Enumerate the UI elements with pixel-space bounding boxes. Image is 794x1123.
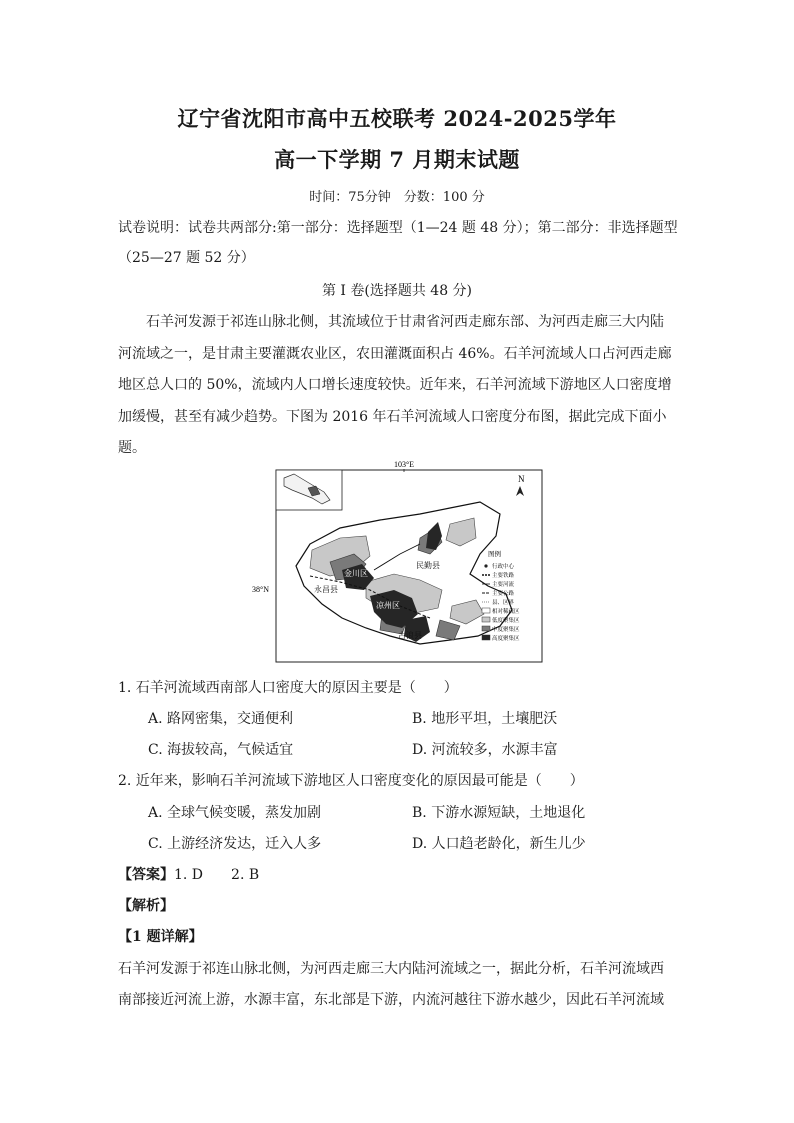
page-subtitle: 高一下学期 7 月期末试题	[274, 147, 520, 172]
legend-item: 主要铁路	[492, 573, 515, 579]
question-1-stem: 1. 石羊河流域西南部人口密度大的原因主要是（ ）	[118, 680, 458, 696]
place-label: 凉州区	[376, 601, 400, 610]
analysis-label: 【解析】	[118, 898, 174, 914]
detail-text-line: 南部接近河流上游，水源丰富，东北部是下游，内流河越往下游水越少，因此石羊河流域	[118, 992, 664, 1008]
longitude-label: 103°E	[393, 460, 415, 469]
detail-label: 【1 题详解】	[118, 929, 203, 945]
page-title: 辽宁省沈阳市高中五校联考 2024-2025学年	[177, 106, 617, 131]
answer-text: 1. D 2. B	[174, 867, 260, 883]
legend-item: 低度聚集区	[492, 618, 520, 624]
question-2-stem: 2. 近年来，影响石羊河流域下游地区人口密度变化的原因最可能是（ ）	[118, 773, 584, 789]
legend-item: 中度聚集区	[492, 627, 520, 633]
legend-item: 相对稀疏区	[492, 609, 520, 615]
question-2-option-b: B. 下游水源短缺，土地退化	[412, 805, 586, 821]
place-label: 民勤县	[416, 561, 440, 570]
latitude-label: 38°N	[252, 585, 269, 594]
place-label: 古浪县	[398, 631, 422, 640]
place-label: 永昌县	[314, 585, 338, 594]
passage-line: 河流域之一，是甘肃主要灌溉农业区，农田灌溉面积占 46%。石羊河流域人口占河西走廊	[118, 346, 672, 362]
answer-label: 【答案】	[118, 867, 174, 883]
instructions-line1: 试卷说明：试卷共两部分:第一部分：选择题型（1—24 题 48 分）；第二部分：非选择题型	[118, 220, 678, 236]
question-2-option-a: A. 全球气候变暖，蒸发加剧	[148, 805, 322, 821]
question-1-option-c: C. 海拔较高，气候适宜	[148, 742, 294, 758]
question-1-option-b: B. 地形平坦，土壤肥沃	[412, 711, 558, 727]
north-label: N	[518, 474, 525, 484]
legend-item: 高度聚集区	[492, 636, 520, 642]
section-title: 第 I 卷(选择题共 48 分)	[321, 283, 473, 299]
passage-line: 石羊河发源于祁连山脉北侧，其流域位于甘肃省河西走廊东部、为河西走廊三大内陆	[118, 314, 664, 330]
exam-meta: 时间：75分钟 分数：100 分	[309, 190, 485, 205]
instructions-line2: （25—27 题 52 分）	[118, 250, 255, 266]
passage-line: 地区总人口的 50%，流域内人口增长速度较快。近年来，石羊河流域下游地区人口密度增	[118, 377, 672, 393]
legend-item: 主要公路	[492, 591, 515, 597]
question-1-option-d: D. 河流较多，水源丰富	[412, 742, 558, 758]
passage-line: 加缓慢，甚至有减少趋势。下图为 2016 年石羊河流域人口密度分布图，据此完成下面小	[118, 409, 667, 425]
legend-title: 图例	[488, 550, 501, 558]
answer-line	[118, 864, 259, 884]
place-label: 金川区	[344, 569, 368, 578]
question-2-option-d: D. 人口趋老龄化，新生儿少	[412, 836, 586, 852]
population-density-map	[252, 458, 552, 670]
legend-item: 主要河流	[492, 582, 515, 588]
question-1-option-a: A. 路网密集，交通便利	[148, 711, 294, 727]
detail-text-line: 石羊河发源于祁连山脉北侧，为河西走廊三大内陆河流域之一，据此分析，石羊河流域西	[118, 961, 664, 977]
question-2-option-c: C. 上游经济发达，迁入人多	[148, 836, 322, 852]
legend-item: 县、区界	[492, 600, 515, 606]
legend-item: 行政中心	[492, 564, 515, 570]
admin-center-icon	[484, 564, 487, 567]
passage-line: 题。	[118, 440, 146, 456]
